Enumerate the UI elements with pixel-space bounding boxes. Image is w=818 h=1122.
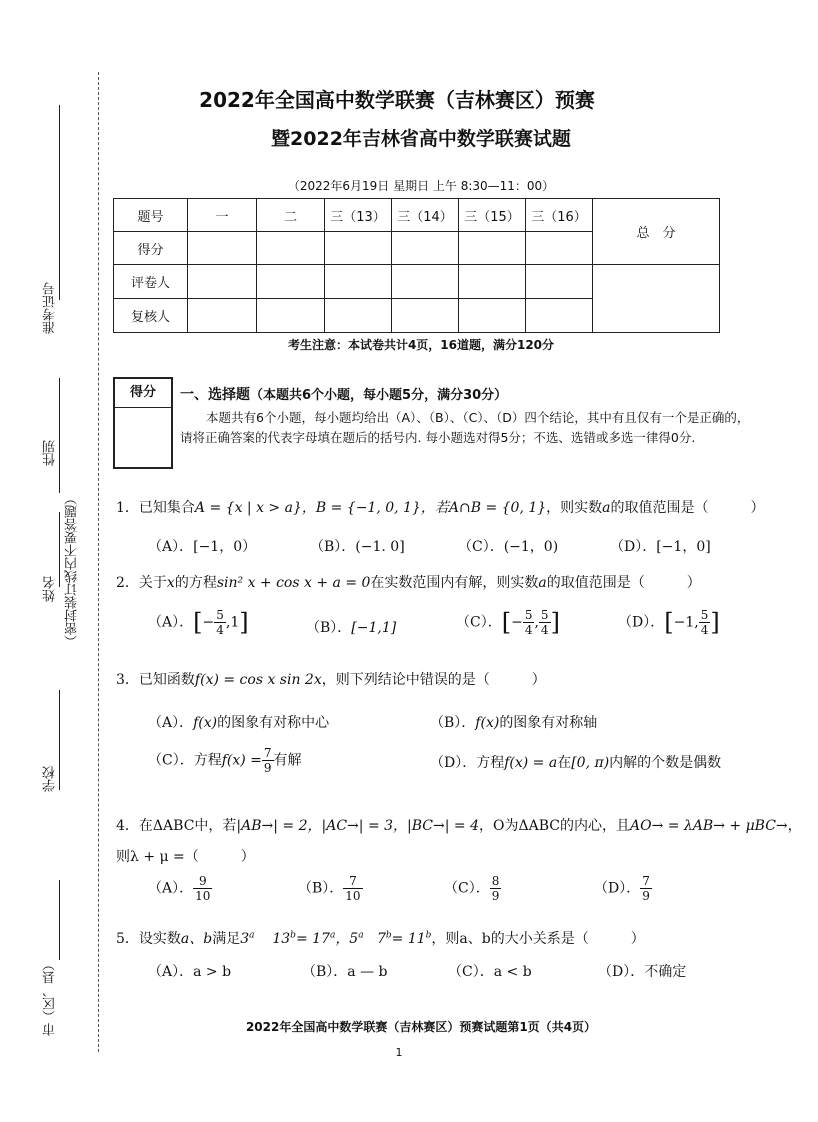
score-cell[interactable]	[188, 232, 257, 265]
option-text: 有解	[273, 752, 302, 769]
question-2	[116, 572, 701, 592]
fraction-numerator: 5	[524, 608, 533, 622]
q1-option-d[interactable]: （D）．[−1，0]	[610, 539, 711, 555]
table-header-cell: 题号	[114, 199, 188, 232]
question-4-line-2: 则λ + μ =（ ）	[116, 849, 255, 865]
name-label: 姓名	[43, 576, 58, 602]
row-label-reviewer: 复核人	[114, 299, 188, 333]
q2-option-a[interactable]	[148, 608, 249, 637]
grader-cell[interactable]	[526, 265, 593, 299]
math-expression: f(x)	[193, 715, 218, 731]
option-text: 的图象有对称中心	[217, 715, 330, 731]
math-exponent: a	[358, 930, 364, 941]
question-text: 满足	[212, 931, 241, 947]
fraction-numerator: 5	[540, 608, 549, 622]
fraction-numerator: 7	[263, 746, 272, 760]
math-exponent: b	[425, 930, 432, 941]
math-sign: −	[673, 614, 686, 631]
fraction	[699, 608, 711, 637]
math-sign: ,	[694, 614, 699, 631]
math-number: 1	[230, 614, 240, 631]
fraction	[523, 608, 535, 637]
math-variable: x	[166, 575, 175, 591]
q3-option-a[interactable]	[148, 712, 329, 732]
fraction	[539, 608, 551, 637]
q5-option-b[interactable]: （B）．a — b	[302, 964, 388, 980]
math-number: = 11	[391, 931, 426, 947]
math-expression: |AB→| = 2	[236, 818, 308, 834]
score-table	[113, 198, 720, 333]
math-expression: [0, π)	[571, 755, 610, 771]
grader-cell[interactable]	[459, 265, 526, 299]
q5-option-c[interactable]: （C）．a < b	[448, 964, 532, 980]
table-header-cell: 二	[257, 199, 325, 232]
question-3	[116, 669, 546, 689]
math-number: 1	[685, 614, 695, 631]
question-4	[116, 815, 802, 835]
question-number: 3．	[116, 672, 139, 688]
option-label: （C）．方程	[148, 752, 222, 769]
math-sign: ,	[534, 614, 539, 631]
score-cell[interactable]	[526, 232, 593, 265]
question-text: 在实数范围内有解，则实数	[370, 575, 539, 591]
fraction	[214, 608, 226, 637]
grader-cell[interactable]	[325, 265, 392, 299]
section-heading	[180, 384, 507, 404]
fraction-denominator: 9	[642, 889, 650, 903]
score-cell[interactable]	[459, 232, 526, 265]
score-cell[interactable]	[325, 232, 392, 265]
city-field-line	[59, 880, 60, 960]
fraction-numerator: 5	[700, 608, 709, 622]
math-number: ，5	[335, 931, 359, 947]
table-header-cell: 三（15）	[459, 199, 526, 232]
q5-option-d[interactable]: （D）．不确定	[598, 964, 687, 980]
fraction-denominator: 10	[345, 889, 361, 903]
option-label: （D）．方程	[430, 755, 505, 771]
table-header-cell: 三（14）	[392, 199, 459, 232]
bracket-open: [	[193, 608, 203, 637]
fraction-denominator: 9	[491, 889, 500, 903]
math-expression: ，|AC→| = 3	[307, 818, 394, 834]
question-text: ，则a、b的大小关系是（ ）	[431, 931, 645, 947]
math-expression: f(x) = a	[504, 755, 558, 771]
math-expression: f(x) =	[221, 752, 262, 769]
total-score-cell[interactable]	[593, 265, 720, 333]
math-number: 7	[376, 931, 386, 947]
bracket-close: ]	[710, 608, 720, 637]
fraction	[640, 874, 652, 903]
table-header-cell: 三（16）	[526, 199, 593, 232]
math-expression: f(x) = cos x sin 2x	[194, 672, 322, 688]
city-label: 市（区、县）	[43, 958, 58, 1036]
option-label: （A）．	[148, 715, 194, 731]
math-expression: ，B = {−1, 0, 1}，若	[301, 500, 449, 516]
reviewer-cell[interactable]	[188, 299, 257, 333]
gender-label: 性别	[43, 440, 58, 466]
question-text: 已知集合	[138, 500, 195, 516]
bracket-close: ]	[550, 608, 560, 637]
section-heading-note: （本题共6个小题，每小题5分，满分30分）	[250, 388, 508, 403]
school-field-line	[59, 690, 60, 790]
math-expression: sin² x + cos x + a = 0	[216, 575, 371, 591]
question-text: 的方程	[174, 575, 217, 591]
name-field-line	[59, 512, 60, 587]
question-text: ，O为ΔABC的内心，且	[479, 818, 630, 834]
fraction	[262, 746, 274, 775]
option-text: 内解的个数是偶数	[609, 755, 722, 771]
q4-option-c[interactable]	[444, 874, 501, 903]
reviewer-cell[interactable]	[257, 299, 325, 333]
option-label: （B）．	[306, 620, 352, 636]
math-number: 13	[272, 931, 291, 947]
question-number: 2．	[116, 575, 139, 591]
grader-cell[interactable]	[188, 265, 257, 299]
option-label: （C）．	[444, 880, 490, 897]
option-label: （B）．	[430, 715, 476, 731]
question-number: 5．	[116, 931, 139, 947]
math-exponent: a	[329, 930, 336, 941]
section-score-label: 得分	[115, 379, 171, 408]
question-text: ，则下列结论中错误的是（ ）	[321, 672, 546, 688]
math-exponent: a	[249, 930, 255, 941]
fraction	[193, 874, 212, 903]
question-5	[116, 928, 645, 948]
q1-option-c[interactable]: （C）．(−1，0)	[458, 539, 559, 555]
math-variable: a、b	[180, 931, 213, 947]
gender-field-line	[59, 378, 60, 493]
bracket-open: [	[664, 608, 674, 637]
seal-note: （密封装订线内不要答题）	[65, 492, 80, 648]
table-header-cell: 一	[188, 199, 257, 232]
math-expression: [−1,1]	[351, 620, 397, 636]
exam-notice: 考生注意：本试卷共计4页，16道题，满分120分	[287, 338, 555, 352]
math-exponent: b	[385, 930, 392, 941]
fraction-numerator: 8	[491, 874, 500, 888]
running-footer: 2022年全国高中数学联赛（吉林赛区）预赛试题第1页（共4页）	[245, 1020, 597, 1034]
q4-option-a[interactable]	[148, 874, 212, 903]
question-text: 已知函数	[138, 672, 195, 688]
exam-id-label: 准考证号	[43, 282, 58, 334]
option-label: （A）．	[148, 880, 194, 897]
section-instructions: 本题共有6个小题，每小题均给出（A）、（B）、（C）、（D）四个结论，其中有且仅有一个是正确的，请将正确答案的代表字母填在题后的括号内. 每小题选对得5分；不选、选错或多选一律得0分.	[180, 410, 750, 445]
table-header-cell: 三（13）	[325, 199, 392, 232]
math-number: = 17	[295, 931, 330, 947]
q2-option-c[interactable]	[456, 608, 560, 637]
math-expression: f(x)	[475, 715, 500, 731]
section-score-box[interactable]	[113, 377, 173, 469]
q2-option-d[interactable]	[618, 608, 720, 637]
q4-option-d[interactable]	[594, 874, 652, 903]
question-text: 设实数	[138, 931, 181, 947]
fraction-denominator: 4	[216, 623, 224, 637]
math-expression: A∩B = {0, 1}	[448, 500, 547, 516]
fraction-numerator: 5	[216, 608, 224, 622]
binding-dashed-line	[98, 72, 99, 1052]
page-title: 2022年全国高中数学联赛（吉林赛区）预赛	[199, 88, 595, 112]
q1-option-b[interactable]: （B）．(−1. 0]	[310, 539, 405, 555]
bracket-close: ]	[239, 608, 249, 637]
score-cell[interactable]	[257, 232, 325, 265]
math-variable: a	[538, 575, 547, 591]
exam-date: （2022年6月19日 星期日 上午 8:30—11：00）	[287, 179, 555, 193]
question-number: 4．	[116, 818, 139, 834]
math-variable: a	[602, 500, 611, 516]
page-number: 1	[395, 1046, 403, 1059]
question-text: 的取值范围是（ ）	[610, 500, 765, 516]
reviewer-cell[interactable]	[392, 299, 459, 333]
option-label: （B）．	[298, 880, 344, 897]
fraction-denominator: 4	[540, 623, 549, 637]
row-label-score: 得分	[114, 232, 188, 265]
page-subtitle: 暨2022年吉林省高中数学联赛试题	[271, 128, 571, 150]
reviewer-cell[interactable]	[526, 299, 593, 333]
q2-option-b[interactable]	[306, 617, 396, 637]
q5-option-a[interactable]: （A）．a > b	[148, 964, 232, 980]
q1-option-a[interactable]: （A）．[−1，0）	[148, 539, 257, 555]
reviewer-cell[interactable]	[459, 299, 526, 333]
fraction	[343, 874, 362, 903]
fraction-numerator: 9	[193, 874, 212, 889]
fraction	[490, 874, 502, 903]
fraction-denominator: 4	[700, 623, 709, 637]
math-number: 3	[240, 931, 250, 947]
row-label-grader: 评卷人	[114, 265, 188, 299]
math-sign: −	[202, 614, 215, 631]
q3-option-d[interactable]	[430, 752, 721, 772]
fraction-denominator: 10	[195, 889, 211, 903]
section-heading-title: 一、选择题	[180, 387, 250, 403]
score-cell[interactable]	[392, 232, 459, 265]
question-text: ，	[787, 818, 802, 834]
question-number: 1．	[116, 500, 139, 516]
grader-cell[interactable]	[257, 265, 325, 299]
fraction-denominator: 9	[263, 761, 272, 775]
math-sign: −	[511, 614, 523, 631]
question-text: 在ΔABC中，若	[138, 818, 237, 834]
math-sign: ,	[225, 614, 231, 631]
question-text: 的取值范围是（ ）	[546, 575, 701, 591]
math-expression: ，|BC→| = 4	[393, 818, 480, 834]
question-1	[116, 497, 765, 517]
q3-option-c[interactable]	[148, 746, 302, 775]
grader-cell[interactable]	[392, 265, 459, 299]
option-text: 在	[557, 755, 572, 771]
question-text: 关于	[138, 575, 167, 591]
math-expression: A = {x | x > a}	[194, 500, 302, 516]
option-text: 的图象有对称轴	[499, 715, 598, 731]
fraction-numerator: 7	[642, 874, 650, 888]
option-label: （D）．	[594, 880, 641, 897]
option-label: （D）．	[618, 614, 665, 631]
school-label: 学校	[43, 766, 58, 792]
total-score-label: 总 分	[593, 199, 720, 265]
question-text: ，则实数	[546, 500, 603, 516]
math-exponent: b	[290, 930, 296, 941]
q3-option-b[interactable]	[430, 712, 597, 732]
math-expression: AO→ = λAB→ + μBC→	[629, 818, 788, 834]
reviewer-cell[interactable]	[325, 299, 392, 333]
fraction-numerator: 7	[343, 874, 362, 889]
fraction-denominator: 4	[524, 623, 533, 637]
option-label: （C）．	[456, 614, 502, 631]
bracket-open: [	[501, 608, 512, 637]
option-label: （A）．	[148, 614, 194, 631]
q4-option-b[interactable]	[298, 874, 363, 903]
